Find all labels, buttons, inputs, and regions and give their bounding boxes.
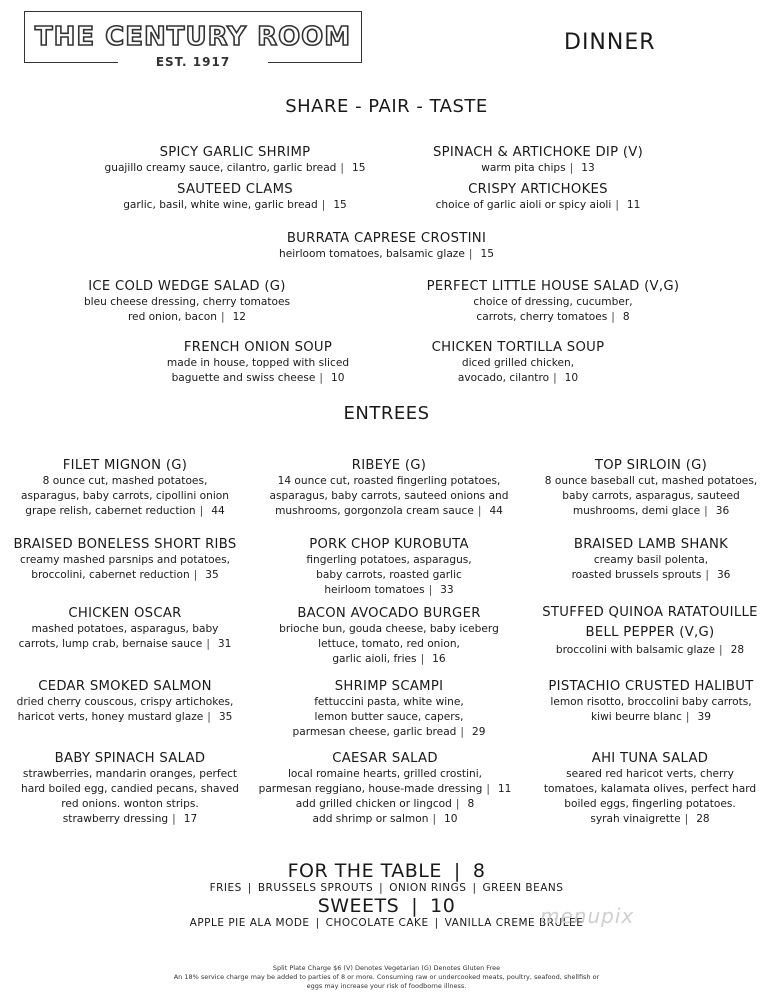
for-the-table-items: FRIES | BRUSSELS SPROUTS | ONION RINGS | GREEN BEANS	[209, 882, 564, 894]
item-price: | 15	[469, 248, 494, 260]
item-price: | 36	[705, 569, 730, 581]
item-name: CEDAR SMOKED SALMON	[38, 679, 212, 694]
side-item: ONION RINGS	[389, 882, 467, 894]
item-name: SPICY GARLIC SHRIMP	[159, 145, 311, 160]
menu-item-ice-cold-wedge-salad	[48, 279, 326, 325]
sweets-price: 10	[430, 895, 456, 917]
menu-item-chicken-tortilla-soup	[400, 340, 636, 386]
item-name: CHICKEN TORTILLA SOUP	[431, 340, 605, 355]
item-price: | 11	[615, 199, 640, 211]
logo-name: THE CENTURY ROOM	[34, 22, 352, 52]
item-name: PERFECT LITTLE HOUSE SALAD (V,G)	[426, 279, 680, 294]
section-title-share: SHARE - PAIR - TASTE	[285, 96, 488, 117]
footer-notes	[0, 964, 773, 991]
sweets-heading: SWEETS | 10	[317, 895, 456, 917]
item-price: | 10	[553, 372, 578, 384]
sweets-items: APPLE PIE ALA MODE | CHOCOLATE CAKE | VANILLA CREME BRULEE	[189, 917, 584, 929]
footer-line: Split Plate Charge $6 (V) Denotes Vegetarian (G) Denotes Gluten Free	[272, 964, 501, 972]
menu-item-pistachio-crusted-halibut	[532, 679, 770, 725]
item-name: CRISPY ARTICHOKES	[468, 182, 608, 197]
side-item: GREEN BEANS	[482, 882, 564, 894]
menu-item-baby-spinach-salad	[0, 751, 260, 827]
menu-item-spicy-garlic-shrimp	[48, 145, 422, 176]
item-description: brioche bun, gouda cheese, baby iceberg lettuce, tomato, red onion, garlic aioli, fries| 16	[258, 622, 520, 667]
item-price: | 28	[719, 644, 744, 656]
section-title-entrees: ENTREES	[343, 403, 430, 424]
item-name: CAESAR SALAD	[332, 751, 438, 766]
item-price: | 15	[340, 162, 365, 174]
menu-item-top-sirloin	[532, 458, 770, 519]
item-price: | 31	[206, 638, 231, 650]
item-description: made in house, topped with sliced baguette and swiss cheese| 10	[110, 356, 406, 386]
menu-item-spinach-artichoke-dip	[380, 145, 696, 176]
side-item: FRIES	[209, 882, 242, 894]
menu-item-bacon-avocado-burger	[258, 606, 520, 667]
item-description: seared red haricot verts, cherry tomatoes, kalamata olives, perfect hard boiled eggs, fingerling potatoes. syrah vinaigrette| 28	[528, 767, 772, 827]
item-description: lemon risotto, broccolini baby carrots, kiwi beurre blanc| 39	[532, 695, 770, 725]
item-name: PISTACHIO CRUSTED HALIBUT	[548, 679, 754, 694]
item-name: BRAISED BONELESS SHORT RIBS	[13, 537, 237, 552]
item-price: | 36	[704, 505, 729, 517]
menu-item-crispy-artichokes	[380, 182, 696, 213]
item-price: | 17	[172, 813, 197, 825]
item-name: STUFFED QUINOA RATATOUILLE	[542, 605, 758, 620]
menu-item-sauteed-clams	[48, 182, 422, 213]
item-price: | 29	[460, 726, 485, 738]
item-price: | 8	[611, 311, 629, 323]
item-price: | 35	[194, 569, 219, 581]
menu-item-stuffed-quinoa-ratatouille-bell-pepper	[528, 605, 772, 658]
menu-item-perfect-little-house-salad	[400, 279, 706, 325]
dessert-item: APPLE PIE ALA MODE	[189, 917, 310, 929]
item-price: | 39	[686, 711, 711, 723]
for-the-table-price: 8	[472, 860, 486, 882]
item-price: | 28	[685, 813, 710, 825]
item-price: | 13	[570, 162, 595, 174]
menu-item-pork-chop-kurobuta	[258, 537, 520, 598]
item-description: heirloom tomatoes, balsamic glaze| 15	[0, 247, 773, 262]
item-name: SHRIMP SCAMPI	[334, 679, 444, 694]
sweets-title: SWEETS	[317, 895, 400, 917]
item-description: choice of dressing, cucumber, carrots, cherry tomatoes| 8	[400, 295, 706, 325]
item-price: | 33	[429, 584, 454, 596]
for-the-table-title: FOR THE TABLE	[287, 860, 442, 882]
item-price: | 15	[322, 199, 347, 211]
menu-item-chicken-oscar	[0, 606, 250, 652]
menu-item-french-onion-soup	[110, 340, 406, 386]
footer-line: eggs may increase your risk of foodborne illness.	[306, 982, 467, 990]
menu-item-shrimp-scampi	[258, 679, 520, 740]
item-description: 8 ounce cut, mashed potatoes, asparagus, baby carrots, cipollini onion grape relish, cabernet reduction| 44	[0, 474, 250, 519]
item-name: BURRATA CAPRESE CROSTINI	[286, 231, 487, 246]
watermark: menupix	[540, 904, 635, 928]
item-description: guajillo creamy sauce, cilantro, garlic bread| 15	[48, 161, 422, 176]
item-description: fingerling potatoes, asparagus, baby carrots, roasted garlic heirloom tomatoes| 33	[258, 553, 520, 598]
item-description: creamy basil polenta, roasted brussels sprouts| 36	[532, 553, 770, 583]
item-description: dried cherry couscous, crispy artichokes, haricot verts, honey mustard glaze| 35	[0, 695, 250, 725]
item-name: RIBEYE (G)	[351, 458, 427, 473]
footer-line: An 18% service charge may be added to parties of 8 or more. Consuming raw or undercooked meats, poultry, seafood, shellfish or	[173, 973, 600, 981]
menu-item-caesar-salad	[250, 751, 520, 827]
item-description: 14 ounce cut, roasted fingerling potatoes, asparagus, baby carrots, sauteed onions and mushrooms, gorgonzola cream sauce| 44	[258, 474, 520, 519]
item-price: | 12	[221, 311, 246, 323]
menu-item-braised-lamb-shank	[532, 537, 770, 583]
item-description: broccolini with balsamic glaze| 28	[528, 643, 772, 658]
menu-item-ribeye	[258, 458, 520, 519]
menu-item-burrata-caprese-crostini	[0, 231, 773, 262]
item-description: bleu cheese dressing, cherry tomatoes red onion, bacon| 12	[48, 295, 326, 325]
item-description: strawberries, mandarin oranges, perfect hard boiled egg, candied pecans, shaved red onions. wonton strips. strawberry dressing| 17	[0, 767, 260, 827]
item-description: warm pita chips| 13	[380, 161, 696, 176]
item-description: 8 ounce baseball cut, mashed potatoes, baby carrots, asparagus, sauteed mushrooms, demi glace| 36	[532, 474, 770, 519]
item-name: FILET MIGNON (G)	[62, 458, 188, 473]
menu-title: DINNER	[564, 30, 656, 55]
item-name: AHI TUNA SALAD	[591, 751, 709, 766]
item-name: TOP SIRLOIN (G)	[594, 458, 708, 473]
menu-item-cedar-smoked-salmon	[0, 679, 250, 725]
item-name: BABY SPINACH SALAD	[54, 751, 206, 766]
for-the-table-heading: FOR THE TABLE | 8	[287, 860, 486, 882]
item-price: | 16	[421, 653, 446, 665]
item-name: BRAISED LAMB SHANK	[573, 537, 729, 552]
item-name: ICE COLD WEDGE SALAD (G)	[88, 279, 286, 294]
item-price: | 44	[200, 505, 225, 517]
menu-item-filet-mignon	[0, 458, 250, 519]
item-description: local romaine hearts, grilled crostini, parmesan reggiano, house-made dressing| 11 add grilled chicken or lingcod| 8 add shrimp or salmon| 10	[250, 767, 520, 827]
logo-established: EST. 1917	[118, 55, 268, 69]
item-price-add-on: | 10	[432, 813, 457, 825]
item-description: creamy mashed parsnips and potatoes, broccolini, cabernet reduction| 35	[0, 553, 250, 583]
item-price-add-on: | 8	[456, 798, 474, 810]
menu-item-braised-boneless-short-ribs	[0, 537, 250, 583]
item-name: SAUTEED CLAMS	[177, 182, 293, 197]
item-price: | 44	[478, 505, 503, 517]
menu-item-ahi-tuna-salad	[528, 751, 772, 827]
item-description: mashed potatoes, asparagus, baby carrots, lump crab, bernaise sauce| 31	[0, 622, 250, 652]
item-price: | 35	[207, 711, 232, 723]
item-description: choice of garlic aioli or spicy aioli| 11	[380, 198, 696, 213]
item-name-line-2: BELL PEPPER (V,G)	[585, 625, 715, 640]
item-description: fettuccini pasta, white wine, lemon butter sauce, capers, parmesan cheese, garlic bread| 29	[258, 695, 520, 740]
item-price: | 10	[319, 372, 344, 384]
item-name: SPINACH & ARTICHOKE DIP (V)	[432, 145, 644, 160]
dessert-item: VANILLA CREME BRULEE	[444, 917, 584, 929]
item-price: | 11	[486, 783, 511, 795]
item-name: CHICKEN OSCAR	[68, 606, 182, 621]
dessert-item: CHOCOLATE CAKE	[325, 917, 429, 929]
item-name: FRENCH ONION SOUP	[183, 340, 333, 355]
item-name: PORK CHOP KUROBUTA	[309, 537, 469, 552]
item-description: garlic, basil, white wine, garlic bread| 15	[48, 198, 422, 213]
side-item: BRUSSELS SPROUTS	[257, 882, 374, 894]
item-description: diced grilled chicken, avocado, cilantro| 10	[400, 356, 636, 386]
item-name: BACON AVOCADO BURGER	[297, 606, 481, 621]
